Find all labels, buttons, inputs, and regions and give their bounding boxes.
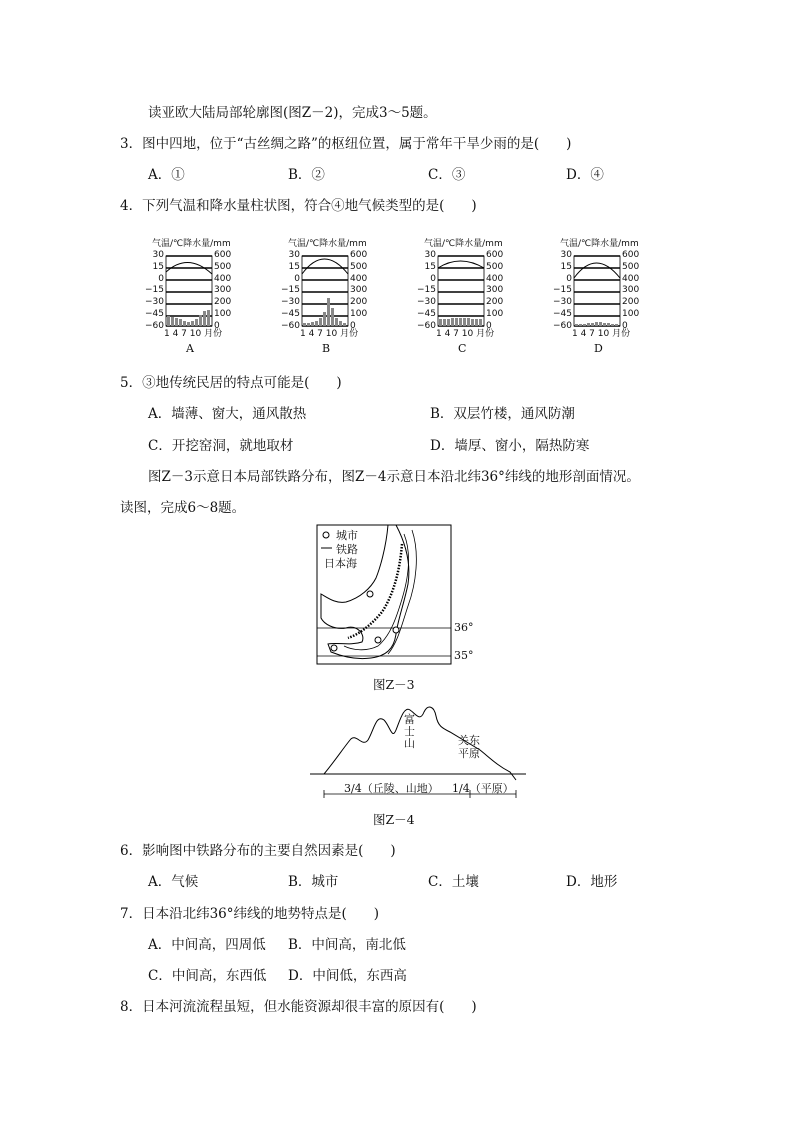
q5-option-a: A．墙薄、窗大，通风散热 — [148, 406, 307, 422]
question-5-stem: 5．③地传统民居的特点可能是( ) — [120, 375, 342, 391]
question-3-stem: 3．图中四地，位于“古丝绸之路”的枢纽位置，属于常年干旱少雨的是( ) — [120, 136, 572, 152]
chart-header: 气温/℃降水量/mm — [560, 239, 639, 249]
q5-option-c: C．开挖窑洞，就地取材 — [148, 438, 294, 454]
q6-option-d: D．地形 — [566, 874, 618, 890]
chart-label-a: A — [186, 342, 194, 355]
q5-option-b: B．双层竹楼，通风防潮 — [430, 406, 575, 422]
q3-option-a: A．① — [148, 167, 185, 183]
precip-axis-ticks: 600 500 400 300 200 100 0 — [214, 250, 232, 331]
q3-option-d: D．④ — [566, 167, 604, 183]
question-6-stem: 6．影响图中铁路分布的主要自然因素是( ) — [120, 843, 396, 859]
month-axis-label: 1 4 7 10 月份 — [436, 329, 495, 339]
chart-label-c: C — [458, 342, 467, 355]
question-7-stem: 7．日本沿北纬36°纬线的地势特点是( ) — [120, 906, 380, 922]
q7-option-b: B．中间高，南北低 — [288, 937, 406, 953]
chart-label-d: D — [594, 342, 603, 355]
precip-axis-ticks: 600 500 400 300 200 100 0 — [486, 250, 504, 331]
intro-text-2b: 读图，完成6～8题。 — [120, 500, 246, 516]
profile-caption: 图Z－4 — [373, 812, 415, 827]
q7-option-c: C．中间高，东西低 — [148, 968, 267, 984]
precip-axis-ticks: 600 500 400 300 200 100 0 — [622, 250, 640, 331]
lat-36-label: 36° — [454, 621, 474, 634]
lat-35-label: 35° — [454, 649, 474, 662]
month-axis-label: 1 4 7 10 月份 — [572, 329, 631, 339]
sea-label: 日本海 — [324, 557, 357, 570]
legend-city: 城市 — [336, 529, 358, 542]
q6-option-a: A．气候 — [148, 874, 199, 890]
intro-text-1: 读亚欧大陆局部轮廓图(图Z－2)，完成3～5题。 — [148, 105, 437, 121]
temp-axis-ticks: 30 15 0 −15 −30 −45 −60 — [281, 250, 300, 331]
chart-header: 气温/℃降水量/mm — [424, 239, 503, 249]
climate-chart-a — [140, 222, 260, 358]
month-axis-label: 1 4 7 10 月份 — [300, 329, 359, 339]
q3-option-c: C．③ — [428, 167, 466, 183]
terrain-profile — [310, 700, 530, 804]
question-4-stem: 4．下列气温和降水量柱状图，符合④地气候类型的是( ) — [120, 198, 477, 214]
plain-share-label: 1/4（平原） — [452, 782, 514, 795]
legend-railway: 铁路 — [336, 543, 358, 556]
q7-option-d: D．中间低，东西高 — [288, 968, 407, 984]
q7-option-a: A．中间高，四周低 — [148, 937, 266, 953]
temp-axis-ticks: 30 15 0 −15 −30 −45 −60 — [553, 250, 572, 331]
q6-option-b: B．城市 — [288, 874, 339, 890]
q3-option-b: B．② — [288, 167, 325, 183]
mount-fuji-label: 富士山 — [404, 713, 415, 750]
chart-header: 气温/℃降水量/mm — [288, 239, 367, 249]
question-8-stem: 8．日本河流流程虽短，但水能资源却很丰富的原因有( ) — [120, 999, 477, 1015]
chart-header: 气温/℃降水量/mm — [152, 239, 231, 249]
precip-axis-ticks: 600 500 400 300 200 100 0 — [350, 250, 368, 331]
climate-chart-c — [412, 222, 532, 358]
climate-charts — [140, 222, 660, 362]
kanto-plain-label: 关东平原 — [458, 734, 480, 760]
month-axis-label: 1 4 7 10 月份 — [164, 329, 223, 339]
hill-share-label: 3/4（丘陵、山地） — [344, 782, 439, 795]
japan-railway-map — [316, 524, 486, 668]
map-caption: 图Z－3 — [373, 677, 415, 692]
chart-label-b: B — [322, 342, 331, 355]
q6-option-c: C．土壤 — [428, 874, 479, 890]
intro-text-2: 图Z－3示意日本局部铁路分布，图Z－4示意日本沿北纬36°纬线的地形剖面情况。 — [148, 469, 640, 485]
q5-option-d: D．墙厚、窗小，隔热防寒 — [430, 438, 590, 454]
temp-axis-ticks: 30 15 0 −15 −30 −45 −60 — [145, 250, 164, 331]
climate-chart-b — [276, 222, 396, 358]
climate-chart-d — [548, 222, 668, 358]
temp-axis-ticks: 30 15 0 −15 −30 −45 −60 — [417, 250, 436, 331]
